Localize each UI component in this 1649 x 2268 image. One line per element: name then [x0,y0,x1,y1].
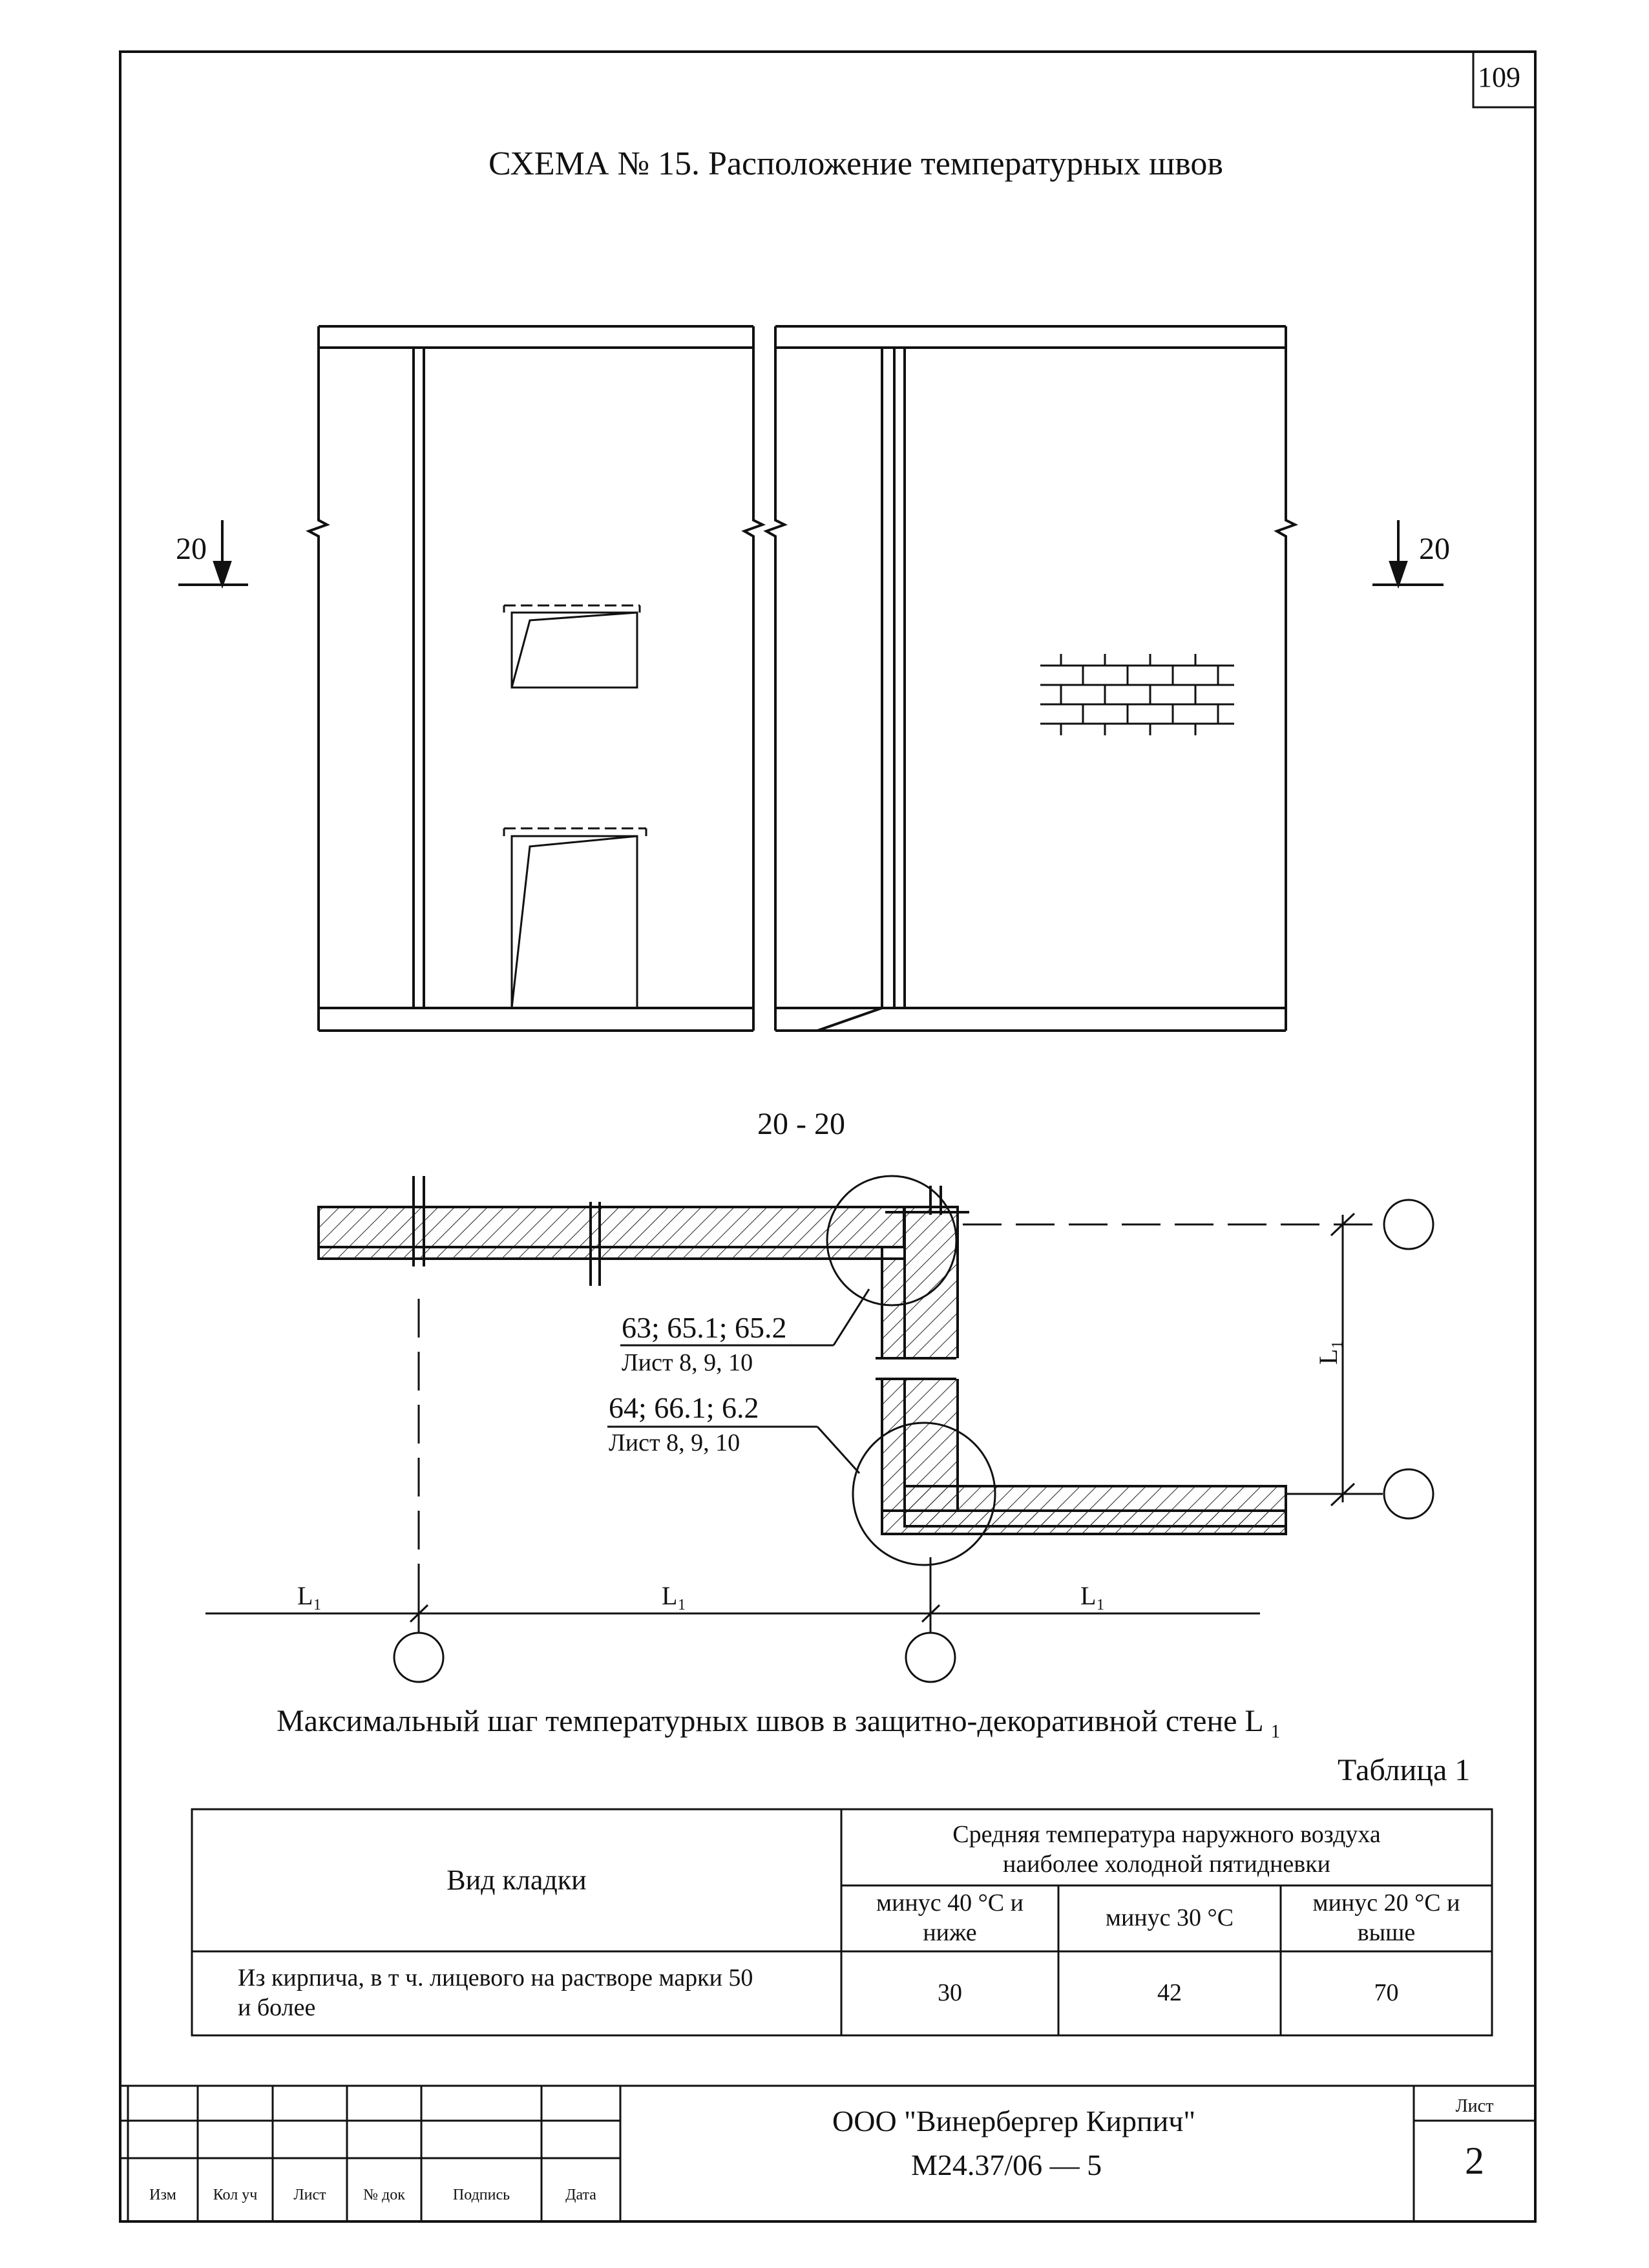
callout-2-refs: 64; 66.1; 6.2 [609,1391,759,1424]
callout-1-refs: 63; 65.1; 65.2 [622,1311,787,1344]
dimension-label-3: L₁ [1080,1581,1106,1610]
callout-1-sheets: Лист 8, 9, 10 [622,1349,753,1376]
table-number: Таблица 1 [1338,1753,1471,1787]
window [504,605,640,688]
section-mark-left: 20 [176,532,207,566]
tb-col-sheet: Лист [293,2187,326,2203]
section-label: 20 - 20 [757,1107,845,1141]
dimension-label-2: L₁ [662,1581,687,1610]
value-minus-20: 70 [1374,1979,1399,2007]
value-minus-30: 42 [1157,1979,1182,2007]
tb-col-doc-number: № док [363,2187,405,2203]
table-row-masonry: Из кирпича, в т ч. лицевого на растворе марки 50 и более [238,1964,753,2021]
sheet-number: 2 [1465,2139,1484,2182]
header-minus-20: минус 20 °С и выше [1312,1889,1460,1946]
header-minus-30: минус 30 °С [1105,1904,1234,1932]
callout-2-sheets: Лист 8, 9, 10 [609,1429,740,1456]
tb-col-quantity: Кол уч [213,2187,258,2203]
organization-name: ООО "Винербергер Кирпич" [832,2105,1196,2137]
axis-marker-bottom-mid [906,1633,955,1682]
page-number: 109 [1478,61,1520,93]
header-masonry-type: Вид кладки [446,1864,587,1896]
door [504,828,646,1008]
document-code: М24.37/06 — 5 [911,2148,1102,2181]
table-caption: Максимальный шаг температурных швов в защитно-декоративной стене L ₁ [277,1704,1281,1738]
drawing-title: СХЕМА № 15. Расположение температурных швов [488,145,1223,182]
axis-marker-right-top [1384,1200,1433,1249]
dimension-label-1: L₁ [297,1581,322,1610]
header-minus-40: минус 40 °С и ниже [876,1889,1024,1946]
tb-col-date: Дата [565,2187,596,2203]
value-minus-40: 30 [938,1979,962,2007]
axis-marker-bottom-left [394,1633,443,1682]
section-mark-right: 20 [1419,532,1450,566]
tb-col-change: Изм [149,2187,176,2203]
header-temperature-group: Средняя температура наружного воздуха наиболее холодной пятидневки [952,1821,1381,1878]
elevation-left-panel [309,326,762,1031]
axis-marker-right-bottom [1384,1469,1433,1518]
brick-pattern [1040,654,1234,735]
tb-col-signature: Подпись [452,2187,510,2203]
dimension-label-vertical: L₁ [1314,1339,1343,1365]
wall-section [319,1176,1286,1534]
elevation-right-panel [766,326,1295,1031]
sheet-label: Лист [1455,2096,1494,2116]
axis-lines [205,1213,1383,1635]
